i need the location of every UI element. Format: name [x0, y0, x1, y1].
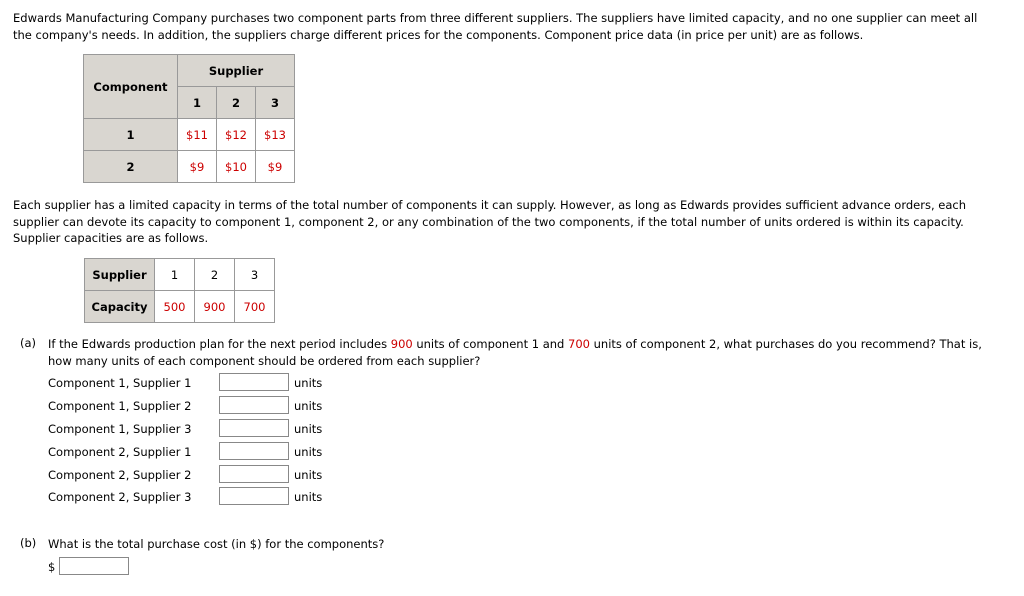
c2-s3-units: units [294, 490, 323, 504]
part-b-question: What is the total purchase cost (in $) for the components? [48, 537, 385, 551]
intro-line-1: Edwards Manufacturing Company purchases two component parts from three different suppliers. The suppliers have limited capacity, and no one supplier can meet all [13, 11, 978, 25]
c2-s2-input[interactable] [219, 465, 289, 483]
capacity-line-1: Each supplier has a limited capacity in terms of the total number of components it can supply. However, as long as Edwards provides sufficient advance orders, each [13, 198, 967, 212]
c1-s1-units: units [294, 376, 323, 390]
supplier-col-3: 3 [256, 87, 295, 119]
capacity-line-3: Supplier capacities are as follows. [13, 231, 209, 245]
capacity-cell: 900 [195, 291, 235, 323]
c1-s3-units: units [294, 422, 323, 436]
c2-s3-label: Component 2, Supplier 3 [48, 490, 192, 504]
total-cost-input[interactable] [59, 557, 129, 575]
part-a-text-1: If the Edwards production plan for the next period includes [48, 337, 391, 351]
cap-supplier-3: 3 [235, 259, 275, 291]
price-row-2 [84, 151, 295, 183]
component-header: Component [84, 55, 178, 119]
capacity-paragraph [13, 197, 1008, 247]
c1-s2-label: Component 1, Supplier 2 [48, 399, 192, 413]
price-cell: $10 [217, 151, 256, 183]
c1-s2-units: units [294, 399, 323, 413]
component-1-quantity: 900 [390, 337, 413, 351]
price-row-1 [84, 119, 295, 151]
component-2-quantity: 700 [568, 337, 590, 351]
c1-s3-label: Component 1, Supplier 3 [48, 422, 192, 436]
c2-s1-units: units [294, 445, 323, 459]
part-a-text-3: units of component 2, what purchases do you recommend? That is, [589, 337, 982, 351]
c2-s1-label: Component 2, Supplier 1 [48, 445, 192, 459]
c2-s3-input[interactable] [219, 487, 289, 505]
capacity-cell: 700 [235, 291, 275, 323]
capacity-line-2: supplier can devote its capacity to component 1, component 2, or any combination of the two components, if the total number of units ordered is within its capacity. [13, 214, 964, 229]
price-table [83, 54, 295, 183]
intro-paragraph [13, 10, 1008, 43]
supplier-col-1: 1 [178, 87, 217, 119]
capacity-cell: 500 [155, 291, 195, 323]
part-a-question [48, 336, 1013, 369]
price-cell: $9 [256, 151, 295, 183]
price-cell: $9 [178, 151, 217, 183]
c1-s1-input[interactable] [219, 373, 289, 391]
part-a-text-4: how many units of each component should be ordered from each supplier? [48, 353, 481, 368]
cap-supplier-1: 1 [155, 259, 195, 291]
currency-symbol: $ [48, 560, 56, 574]
c1-s3-input[interactable] [219, 419, 289, 437]
price-cell: $13 [256, 119, 295, 151]
component-label-1: 1 [84, 119, 178, 151]
intro-line-2: the company's needs. In addition, the suppliers charge different prices for the components. Component price data (in price per unit) are as follows. [13, 27, 864, 42]
component-label-2: 2 [84, 151, 178, 183]
c1-s1-label: Component 1, Supplier 1 [48, 376, 192, 390]
supplier-row-label: Supplier [85, 259, 155, 291]
supplier-col-2: 2 [217, 87, 256, 119]
price-cell: $11 [178, 119, 217, 151]
c2-s2-label: Component 2, Supplier 2 [48, 468, 192, 482]
c2-s1-input[interactable] [219, 442, 289, 460]
supplier-header: Supplier [178, 55, 295, 87]
part-b-label: (b) [20, 536, 37, 550]
c2-s2-units: units [294, 468, 323, 482]
c1-s2-input[interactable] [219, 396, 289, 414]
part-a-text-2: units of component 1 and [412, 337, 569, 351]
capacity-table [84, 258, 275, 323]
capacity-row-label: Capacity [85, 291, 155, 323]
cap-supplier-2: 2 [195, 259, 235, 291]
part-a-label: (a) [20, 336, 37, 350]
price-cell: $12 [217, 119, 256, 151]
